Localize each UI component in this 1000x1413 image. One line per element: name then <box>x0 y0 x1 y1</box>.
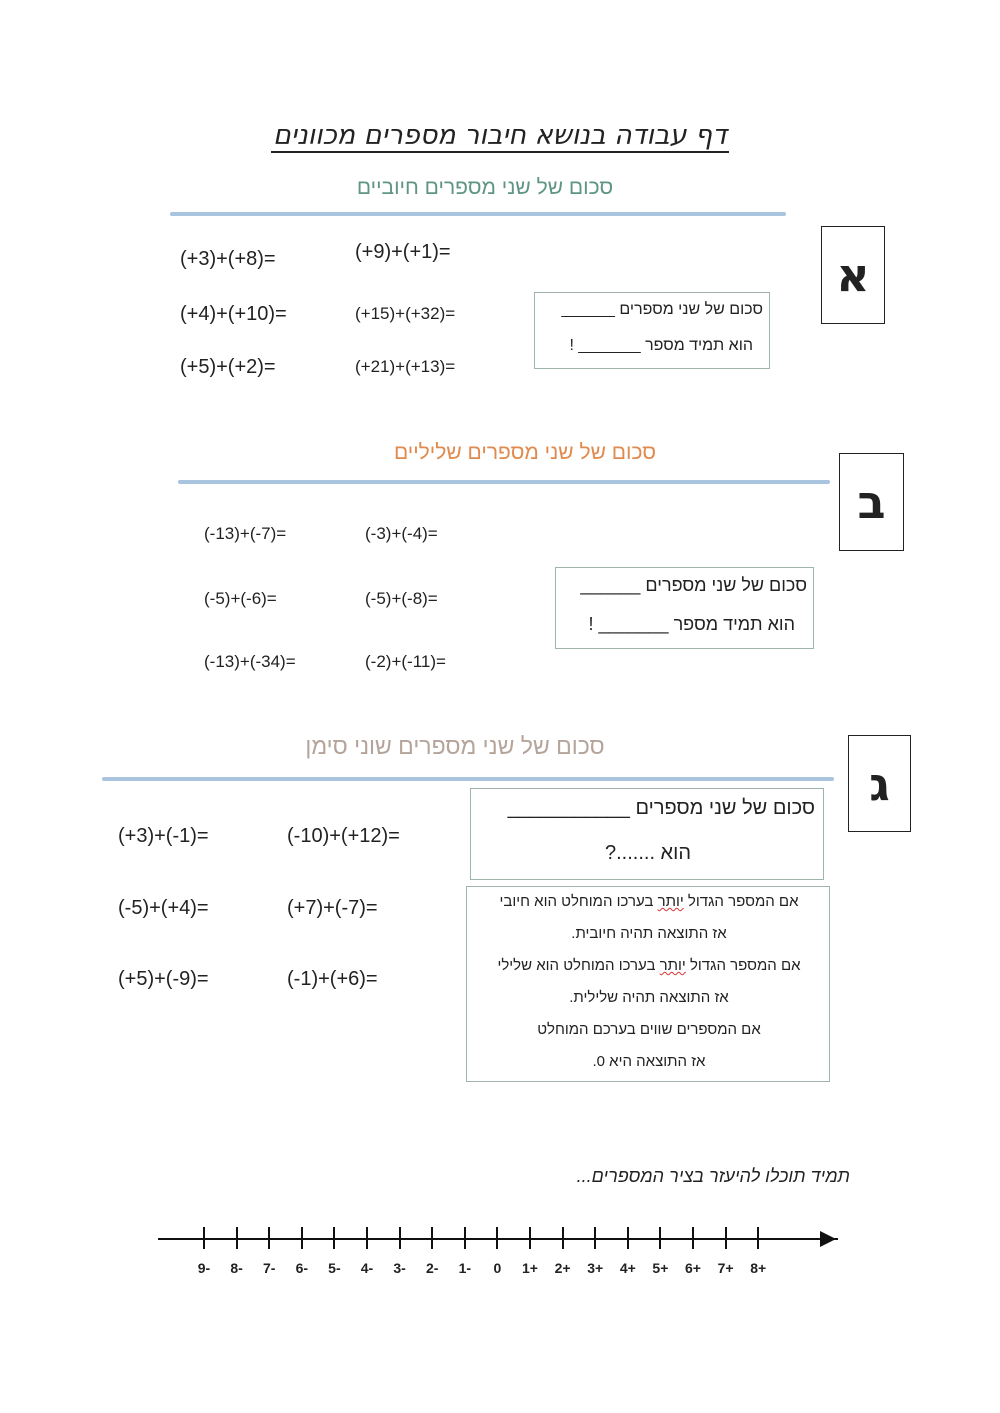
exercise-a-3: (+4)+(+10)= <box>180 303 287 325</box>
section-a-rule-line-2: הוא תמיד מספר _______ ! <box>569 337 753 354</box>
number-line-label: 3- <box>393 1260 406 1276</box>
number-line-label: 4+ <box>619 1260 636 1276</box>
section-b-title: סכום של שני מספרים שליליים <box>393 441 657 464</box>
section-a-letter: א <box>836 248 870 302</box>
number-line-label: 8- <box>230 1260 243 1276</box>
number-line-label: 2- <box>425 1260 439 1276</box>
info-highlight-word-1: יותר <box>657 893 684 910</box>
exercise-c-2: (-10)+(+12)= <box>287 825 400 847</box>
info-line-2: אז התוצאה תהיה חיובית. <box>571 925 727 942</box>
number-line-tick <box>399 1227 401 1249</box>
section-b-letter-box <box>839 453 904 551</box>
exercise-a-5: (+5)+(+2)= <box>180 356 276 378</box>
number-line-label: 2+ <box>554 1260 571 1276</box>
number-line-label: 6+ <box>685 1260 701 1276</box>
number-line <box>158 1238 838 1276</box>
info-line-4: אז התוצאה תהיה שלילית. <box>569 989 729 1006</box>
exercise-c-4: (+7)+(-7)= <box>287 897 378 919</box>
section-b-letter: ב <box>857 475 886 529</box>
number-line-tick <box>431 1227 433 1249</box>
number-line-arrow-icon <box>820 1231 836 1247</box>
section-b-rule-box <box>555 567 814 649</box>
number-line-tick <box>725 1227 727 1249</box>
number-line-label: 5+ <box>652 1260 669 1276</box>
number-line-label: 6- <box>295 1260 309 1276</box>
section-a-rule-line-1: סכום של שני מספרים ______ <box>561 301 763 318</box>
info-line-5: אם המספרים שווים בערכם המוחלט <box>537 1021 761 1038</box>
number-line-label: 3+ <box>587 1260 604 1276</box>
exercise-c-3: (-5)+(+4)= <box>118 897 209 919</box>
section-c-info-box <box>466 886 830 1082</box>
number-line-tick <box>692 1227 694 1249</box>
number-line-tick <box>659 1227 661 1249</box>
number-line-tick <box>366 1227 368 1249</box>
section-b-divider <box>178 480 830 484</box>
exercise-a-2: (+9)+(+1)= <box>355 241 451 263</box>
section-b-rule-line-1: סכום של שני מספרים ______ <box>580 575 807 595</box>
number-line-tick <box>529 1227 531 1249</box>
page-title <box>0 120 1000 151</box>
number-line-label: 8+ <box>750 1260 767 1276</box>
info-line-1: אם המספר הגדול יותר בערכו המוחלט הוא חיובי <box>499 893 799 910</box>
number-line-tick <box>757 1227 759 1249</box>
exercise-b-4: (-5)+(-8)= <box>365 589 438 608</box>
section-c-rule-line-1: סכום של שני מספרים ___________ <box>507 797 815 819</box>
number-line-tick <box>464 1227 466 1249</box>
number-line-tick <box>594 1227 596 1249</box>
exercise-a-4: (+15)+(+32)= <box>355 304 456 323</box>
section-b-rule-line-2: הוא תמיד מספר _______ ! <box>588 614 795 634</box>
number-line-label: 0 <box>493 1260 502 1276</box>
exercise-c-5: (+5)+(-9)= <box>118 968 209 990</box>
section-a-letter-box <box>821 226 885 324</box>
number-line-tick <box>203 1227 205 1249</box>
section-a-title: סכום של שני מספרים חיוביים <box>356 176 614 199</box>
info-line-3: אם המספר הגדול יותר בערכו המוחלט הוא שלילי <box>497 957 801 974</box>
section-c-rule-box <box>470 788 824 880</box>
section-a-rule-box <box>534 292 770 369</box>
section-c-title: סכום של שני מספרים שוני סימן <box>305 733 605 759</box>
section-c-rule-line-2: הוא .......? <box>604 842 691 864</box>
exercise-a-1: (+3)+(+8)= <box>180 248 276 270</box>
exercise-b-2: (-3)+(-4)= <box>365 524 438 543</box>
number-line-label: 1- <box>458 1260 472 1276</box>
number-line-tick <box>236 1227 238 1249</box>
number-line-label: 7- <box>262 1260 276 1276</box>
section-c-divider <box>102 777 834 781</box>
section-c-letter: ג <box>869 756 890 811</box>
section-c-letter-box <box>848 735 911 832</box>
number-line-tick <box>333 1227 335 1249</box>
number-line-tick <box>562 1227 564 1249</box>
section-a-divider <box>170 212 786 216</box>
exercise-c-1: (+3)+(-1)= <box>118 825 209 847</box>
exercise-c-6: (-1)+(+6)= <box>287 968 378 990</box>
number-line-label: 7+ <box>717 1260 734 1276</box>
exercise-b-5: (-13)+(-34)= <box>204 652 296 671</box>
number-line-caption: תמיד תוכלו להיעזר בציר המספרים... <box>576 1166 850 1186</box>
exercise-a-6: (+21)+(+13)= <box>355 357 456 376</box>
exercise-b-6: (-2)+(-11)= <box>365 652 446 671</box>
number-line-tick <box>268 1227 270 1249</box>
number-line-label: 5- <box>328 1260 341 1276</box>
exercise-b-1: (-13)+(-7)= <box>204 524 287 543</box>
exercise-b-3: (-5)+(-6)= <box>204 589 277 608</box>
number-line-tick <box>301 1227 303 1249</box>
number-line-tick <box>627 1227 629 1249</box>
number-line-label: 4- <box>360 1260 374 1276</box>
page-title-text: דף עבודה בנושא חיבור מספרים מכוונים <box>272 120 728 151</box>
info-highlight-word-2: יותר <box>659 957 686 974</box>
number-line-label: 9- <box>197 1260 211 1276</box>
number-line-tick <box>496 1227 498 1249</box>
info-line-6: אז התוצאה היא 0. <box>592 1053 706 1070</box>
number-line-label: 1+ <box>522 1260 538 1276</box>
